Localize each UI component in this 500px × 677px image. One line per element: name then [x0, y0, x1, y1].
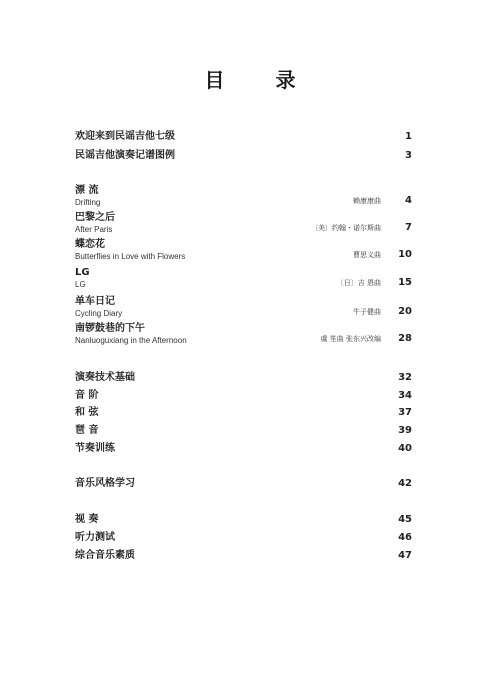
entry-page: 47 [398, 550, 412, 561]
entry-label: 音乐风格学习 [75, 478, 135, 489]
entry-page: 46 [398, 532, 412, 543]
toc-entry-song-6[interactable] [75, 322, 412, 348]
entry-page: 7 [405, 222, 412, 233]
song-title-en: Butterflies in Love with Flowers [75, 252, 186, 261]
entry-label: 听力测试 [75, 532, 115, 543]
entry-page: 15 [398, 277, 412, 288]
toc-entry-song-4[interactable] [75, 266, 412, 292]
toc-entry-technique-1[interactable] [75, 371, 412, 387]
entry-label: 和 弦 [75, 407, 99, 418]
toc-entry-song-2[interactable] [75, 211, 412, 237]
song-title-zh: 巴黎之后 [75, 212, 115, 223]
entry-page: 39 [398, 425, 412, 436]
entry-page: 34 [398, 390, 412, 401]
entry-page: 37 [398, 407, 412, 418]
entry-label: 视 奏 [75, 514, 99, 525]
entry-page: 3 [405, 150, 412, 161]
entry-page: 32 [398, 372, 412, 383]
song-title-en: Drifting [75, 198, 101, 207]
page-title: 目 录 [204, 68, 318, 92]
entry-page: 4 [405, 195, 412, 206]
song-composer: 〔美〕约翰・诺尔斯曲 [311, 224, 381, 232]
toc-entry-song-3[interactable] [75, 238, 412, 264]
song-composer: 曹思义曲 [353, 251, 381, 259]
entry-page: 20 [398, 306, 412, 317]
toc-entry-intro-2[interactable] [75, 149, 412, 165]
toc-entry-song-1[interactable] [75, 184, 412, 210]
song-composer: 虞 笙曲 张东兴改编 [320, 335, 381, 343]
song-composer: 赖康康曲 [353, 197, 381, 205]
song-title-zh: 南锣鼓巷的下午 [75, 323, 145, 334]
entry-label: 琶 音 [75, 425, 99, 436]
entry-label: 音 阶 [75, 390, 99, 401]
song-composer: 〔日〕吉 恩曲 [336, 279, 381, 287]
song-title-en: Nanluoguxiang in the Afternoon [75, 336, 187, 345]
song-composer: 牛子健曲 [353, 308, 381, 316]
entry-label: 节奏训练 [75, 443, 115, 454]
song-title-zh: 单车日记 [75, 296, 115, 307]
song-title-zh: 漂 流 [75, 185, 99, 196]
toc-entry-style-1[interactable] [75, 477, 412, 493]
toc-entry-technique-2[interactable] [75, 389, 412, 405]
song-title-en: Cycling Diary [75, 309, 123, 318]
toc-entry-musicianship-3[interactable] [75, 549, 412, 565]
entry-page: 40 [398, 443, 412, 454]
entry-label: 民谣吉他演奏记谱图例 [75, 150, 175, 161]
toc-entry-technique-3[interactable] [75, 406, 412, 422]
toc-entry-technique-5[interactable] [75, 442, 412, 458]
song-title-en: After Paris [75, 225, 113, 234]
entry-page: 28 [398, 333, 412, 344]
entry-page: 10 [398, 249, 412, 260]
toc-entry-song-5[interactable] [75, 295, 412, 321]
song-title-zh: 蝶恋花 [75, 239, 105, 250]
toc-entry-intro-1[interactable] [75, 130, 412, 146]
toc-entry-musicianship-1[interactable] [75, 513, 412, 529]
entry-label: 综合音乐素质 [75, 550, 135, 561]
entry-label: 演奏技术基础 [75, 372, 135, 383]
entry-page: 1 [405, 131, 412, 142]
song-title-zh: LG [75, 267, 90, 278]
song-title-en: LG [75, 280, 86, 289]
toc-entry-musicianship-2[interactable] [75, 531, 412, 547]
entry-page: 42 [398, 478, 412, 489]
toc-entry-technique-4[interactable] [75, 424, 412, 440]
entry-label: 欢迎来到民谣吉他七级 [75, 131, 175, 142]
entry-page: 45 [398, 514, 412, 525]
